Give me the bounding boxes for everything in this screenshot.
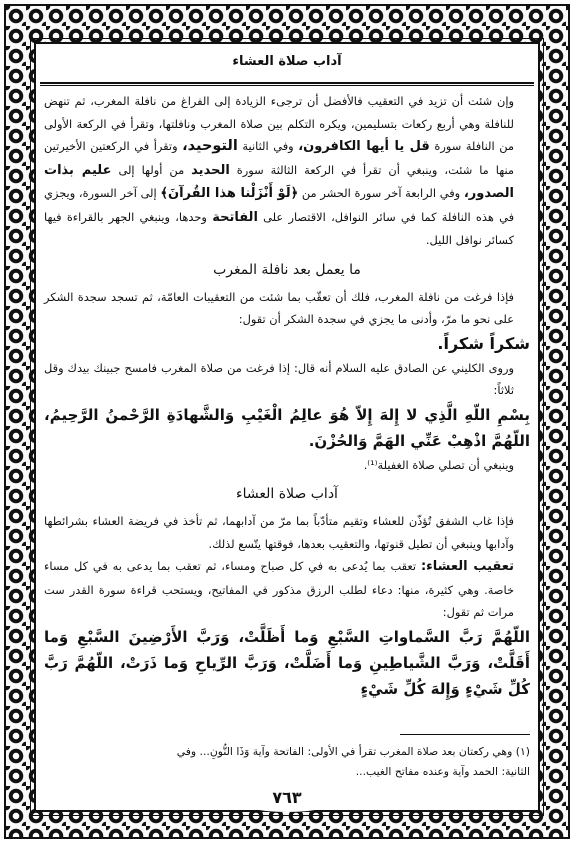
footnote-line-2: الثانية: الحمد وآية وعنده مفاتح الغيب...	[355, 765, 530, 778]
page-number: ٧٦٣	[237, 788, 337, 812]
paragraph-nafila: وإن شئت أن تزيد في التعقيب فالأفضل أن ترجىء الزيادة إلى الفراغ من نافلة المغرب، ثم تنهض للنافلة وهي أربع ركعات بتسليمين، ويكره التكلم بين صلاة المغرب ونافلتها، وتقرأ في الركعة الأولى من النافلة سورة قل يا أيها الكافرون، وفي الثانية التوحيد، وتقرأ في الركعتين الأخيرتين منها ما شئت، وينبغي أن تقرأ في الركعة الثالثة سورة الحديد من أولها إلى عليم بذات الصدور، وفي الرابعة آخر سورة الحشر من ﴿لَوْ أَنْزَلْنا هذا القُرآنَ﴾ إلى آخر السورة، ويجزي في هذه النافلة كما في سائر النوافل، الاقتصار على الفاتحة وحدها، وينبغي الجهر بالقراءة فيها كسائر نوافل الليل.	[44, 94, 515, 247]
shukr-phrase: شكراً شكراً.	[437, 333, 530, 353]
paragraph-after-nafila: فإذا فرغت من نافلة المغرب، فلك أن تعقّب بما شئت من التعقيبات العامّة، ثم تسجد سجدة الشكر على نحو ما مرّ، وأدنى ما يجزي في سجدة الشكر أن تقول:	[44, 289, 514, 326]
footnote-rule	[400, 734, 530, 735]
paragraph-ghufayla: وينبغي أن تصلي صلاة الغفيلة⁽¹⁾.	[363, 457, 514, 472]
footnote	[44, 742, 530, 782]
dua-isha: اللّهُمَّ رَبَّ السَّماواتِ السَّبْعِ وَما أَظَلَّتْ، وَرَبَّ الأَرْضِينَ السَّبْعِ وَما أَقَلَّتْ، وَرَبَّ الشَّياطِينِ وَما أَضَلَّتْ، وَرَبَّ الرِّياحِ وَما ذَرَتْ، اللّهُمَّ رَبَّ كُلِّ شَيْءٍ وَإِلهَ كُلِّ شَيْءٍ	[44, 627, 530, 698]
header-rule-thin	[40, 85, 534, 86]
page-body	[44, 90, 530, 702]
header-rule	[40, 82, 534, 84]
dua-basmala: بِسْمِ اللّهِ الَّذِي لا إِلهَ إِلاّ هُوَ عالِمُ الْغَيْبِ وَالشَّهادَةِ الرَّحْمنُ الرَّحِيمُ، اللّهُمَّ اذْهِبْ عَنِّي الهَمَّ وَالحُزْنَ.	[44, 405, 530, 450]
section-heading-after-nafila: ما يعمل بعد نافلة المغرب	[213, 261, 361, 278]
section-heading-isha: آداب صلاة العشاء	[236, 486, 338, 502]
paragraph-kulayni: وروى الكليني عن الصادق عليه السلام أنه قال: إذا فرغت من صلاة المغرب فامسح جبينك بيدك وقل ثلاثاً:	[44, 360, 514, 397]
taqib-label: تعقيب العشاء:	[420, 559, 514, 574]
paragraph-isha: فإذا غاب الشفق تُؤذّن للعشاء وتقيم متأدّباً بما مرّ من آدابهما، ثم تأخذ في فريضة العشاء بشرائطها وآدابها وينبغي أن تطيل قنوتها، والتعقيب بعدها، فوقتها يتّسع لذلك.	[44, 514, 514, 551]
running-header: آداب صلاة العشاء	[232, 54, 342, 69]
footnote-line-1: (١) وهي ركعتان بعد صلاة المغرب تقرأ في الأولى: الفاتحة وآية وَذَا النُّونِ... وفي	[176, 745, 530, 758]
paragraph-taqib: تعقيب العشاء: تعقب بما يُدعى به في كل صباح ومساء، ثم تعقب بما يدعى به في كل مساء خاصة. وهي كثيرة، منها: دعاء لطلب الرزق مذكور في المفاتيح، ويستحب قراءة سورة القدر ست مرات ثم تقول:	[44, 559, 514, 619]
